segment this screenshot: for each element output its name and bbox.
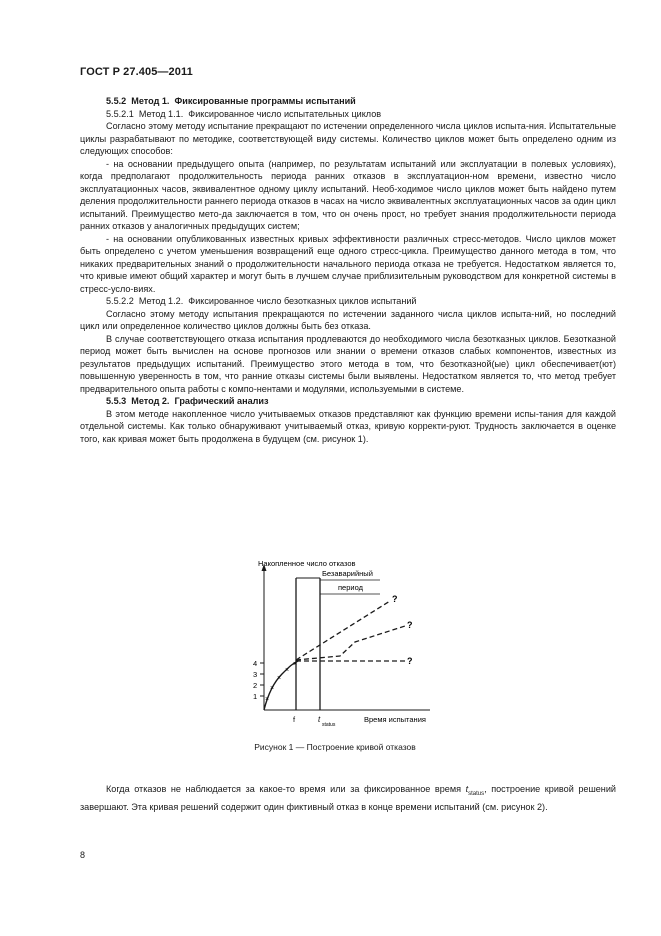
y-axis-label: Накопленное число отказов: [258, 559, 356, 568]
failure-point-marker: ×: [270, 685, 275, 692]
paragraph: Согласно этому методу испытания прекращаются по истечении заданного числа циклов испыта-ний, но последний цикл или определенное количество циклов должны быть без отказа.: [80, 308, 616, 331]
paragraph: - на основании опубликованных известных кривых эффективности различных стресс-методов. Число циклов может быть определено с учетом уменьшения возвращений еще одного стресс-цикла. Преимущество данного метода в том, что никаких предварительных знаний о продолжительности начального периода отказа не требуется. Недостатком является то, что кривые имеют общий характер и могут быть в лучшем случае приблизительным руководством для конкретной системы в стресс-усло-виях.: [80, 233, 616, 294]
paragraph: В случае соответствующего отказа испытания продлеваются до необходимого числа безотказных циклов. Безотказной период может быть вычислен на основе прогнозов или знании о времени отказов слабых компонентов, известных из результатов предыдущих испытаний. Преимущество этого метода в том, что безотказной(ые) цикл обеспечивает(ют) повышенную уверенность в том, что ранние отказы системы были выявлены. Недостатком является то, что метод требует предварительного опыта работы с компо-нентами и модулями, используемыми в системе.: [80, 333, 616, 394]
y-tick-label: 2: [253, 681, 258, 690]
section-title: Метод 1.2.: [138, 296, 184, 306]
section-heading-5-5-2: [80, 95, 616, 108]
section-text: Графический анализ: [174, 396, 269, 406]
section-number: 5.5.2.1: [106, 108, 134, 119]
section-text: Фиксированные программы испытаний: [174, 96, 356, 106]
period-label-2: период: [338, 583, 363, 592]
section-title: Метод 1.: [131, 96, 170, 106]
failure-point-marker: ×: [285, 667, 290, 674]
failure-point-marker: ×: [293, 661, 298, 668]
tick-t-label: t: [318, 715, 321, 724]
document-header: ГОСТ Р 27.405—2011: [80, 66, 193, 78]
extrapolation-steep: [296, 601, 390, 660]
text-run: , построение кривой решений завершают. Эта кривая решений содержит один фиктивный отказ в конце времени испытаний (см. рисунок 2).: [80, 784, 616, 813]
failure-point-marker: ×: [277, 675, 282, 682]
y-tick-label: 3: [253, 670, 258, 679]
question-mark: ?: [407, 656, 413, 666]
body-text: [80, 95, 616, 445]
closing-paragraph: [80, 783, 616, 815]
t-subscript: status: [468, 790, 485, 797]
section-number: 5.5.2.2: [106, 296, 134, 306]
figure-1: [230, 556, 450, 734]
question-mark: ?: [392, 594, 398, 604]
figure-caption: Рисунок 1 — Построение кривой отказов: [254, 742, 416, 752]
period-label-1: Безаварийный: [322, 569, 373, 578]
section-number: 5.5.2: [106, 96, 127, 106]
paragraph: - на основании предыдущего опыта (например, по результатам испытаний или эксплуатации в полевых условиях), когда предполагают продолжительность периода ранних отказов в эксплуатацион-ном времени, известно число эксплуатационных часов, эквивалентное одному циклу испытаний. Необ-ходимое число циклов может быть найдено путем деления продолжительности раннего периода отказов в часах на число эквивалентных эксплуатационных часов за один цикл испытаний. Преимущество мето-да заключается в том, что он очень прост, но требует знания продолжительности периода ранних отказов у аналогичных предыдущих систем;: [80, 158, 616, 231]
question-mark: ?: [407, 620, 413, 630]
x-axis-label: Время испытания: [364, 715, 426, 724]
section-text: Фиксированное число безотказных циклов испытаний: [188, 296, 417, 306]
paragraph: Согласно этому методу испытание прекращают по истечении определенного числа циклов испыта-ния. Испытательные циклы разрабатывают по методике, соответствующей виду системы. Количество циклов может быть определено одним из следующих способов:: [80, 121, 616, 156]
section-heading-5-5-3: [80, 395, 616, 408]
failure-point-marker: ×: [265, 696, 270, 703]
y-tick-label: 4: [253, 659, 258, 668]
subsection-heading-5-5-2-2: [80, 295, 616, 308]
failure-curve-diagram: [230, 556, 450, 734]
tick-t-subscript: status: [322, 722, 336, 728]
y-tick-label: 1: [253, 692, 258, 701]
tick-f-label: f: [293, 715, 296, 724]
section-title: Метод 2.: [131, 396, 170, 406]
page-number: 8: [80, 850, 86, 860]
paragraph: [80, 783, 616, 815]
section-number: 5.5.3: [106, 396, 127, 406]
paragraph: В этом методе накопленное число учитываемых отказов представляют как функцию времени испы-тания для каждой отдельной системы. Как только обнаруживают учитываемый отказ, кривую корректи-руют. Трудность заключается в оценке того, как кривая может быть продолжена в будущем (см. рисунок 1).: [80, 408, 616, 444]
t-symbol: t: [465, 784, 469, 794]
text-run: Когда отказов не наблюдается за какое-то время или за фиксированное время: [106, 784, 466, 794]
extrapolation-medium: [296, 626, 405, 660]
subsection-heading-5-5-2-1: [80, 108, 616, 121]
section-title: Метод 1.1.: [138, 108, 184, 119]
section-text: Фиксированное число испытательных циклов: [188, 108, 382, 119]
